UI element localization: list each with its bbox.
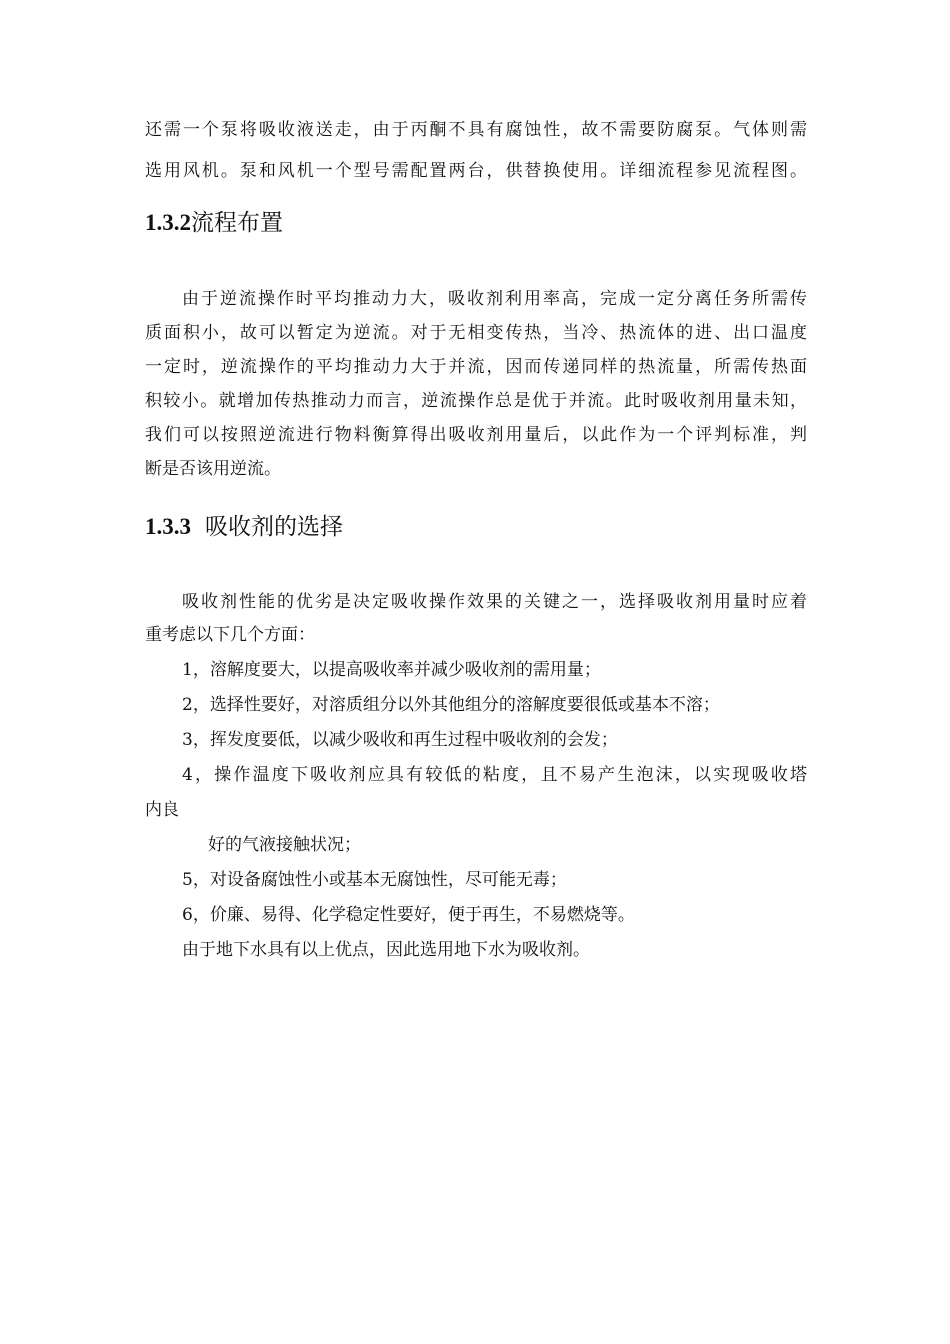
list-item: 4，操作温度下吸收剂应具有较低的粘度，且不易产生泡沫，以实现吸收塔	[182, 765, 807, 785]
paragraph-line: 一定时，逆流操作的平均推动力大于并流，因而传递同样的热流量，所需传热面	[145, 357, 807, 377]
list-item: 3，挥发度要低，以减少吸收和再生过程中吸收剂的会发；	[182, 730, 618, 750]
list-item-wrap: 内良	[145, 800, 179, 820]
section-number: 1.3.2	[145, 210, 191, 235]
list-item: 1，溶解度要大，以提高吸收率并减少吸收剂的需用量；	[182, 660, 601, 680]
section-title: 流程布置	[191, 210, 283, 236]
paragraph-line: 我们可以按照逆流进行物料衡算得出吸收剂用量后，以此作为一个评判标准，判	[145, 425, 807, 445]
conclusion-text: 由于地下水具有以上优点，因此选用地下水为吸收剂。	[182, 940, 590, 960]
section-number: 1.3.3	[145, 514, 191, 539]
paragraph-line: 质面积小，故可以暂定为逆流。对于无相变传热，当冷、热流体的进、出口温度	[145, 323, 807, 343]
list-item: 6，价廉、易得、化学稳定性要好，便于再生，不易燃烧等。	[182, 905, 635, 925]
paragraph-line: 由于逆流操作时平均推动力大，吸收剂利用率高，完成一定分离任务所需传	[182, 289, 807, 309]
paragraph-line: 断是否该用逆流。	[145, 459, 281, 479]
section-title: 吸收剂的选择	[205, 514, 343, 540]
paragraph-line: 积较小。就增加传热推动力而言，逆流操作总是优于并流。此时吸收剂用量未知，	[145, 391, 807, 411]
section-heading-1-3-3	[145, 512, 343, 542]
paragraph-line: 重考虑以下几个方面：	[145, 625, 315, 645]
list-item: 2，选择性要好，对溶质组分以外其他组分的溶解度要很低或基本不溶；	[182, 695, 720, 715]
list-item: 5，对设备腐蚀性小或基本无腐蚀性，尽可能无毒；	[182, 870, 567, 890]
section-heading-1-3-2	[145, 208, 283, 238]
paragraph-line: 选用风机。泵和风机一个型号需配置两台，供替换使用。详细流程参见流程图。	[145, 161, 807, 181]
paragraph-line: 还需一个泵将吸收液送走，由于丙酮不具有腐蚀性，故不需要防腐泵。气体则需	[145, 120, 807, 140]
list-item-continuation: 好的气液接触状况；	[208, 835, 361, 855]
paragraph-line: 吸收剂性能的优劣是决定吸收操作效果的关键之一，选择吸收剂用量时应着	[182, 592, 807, 612]
